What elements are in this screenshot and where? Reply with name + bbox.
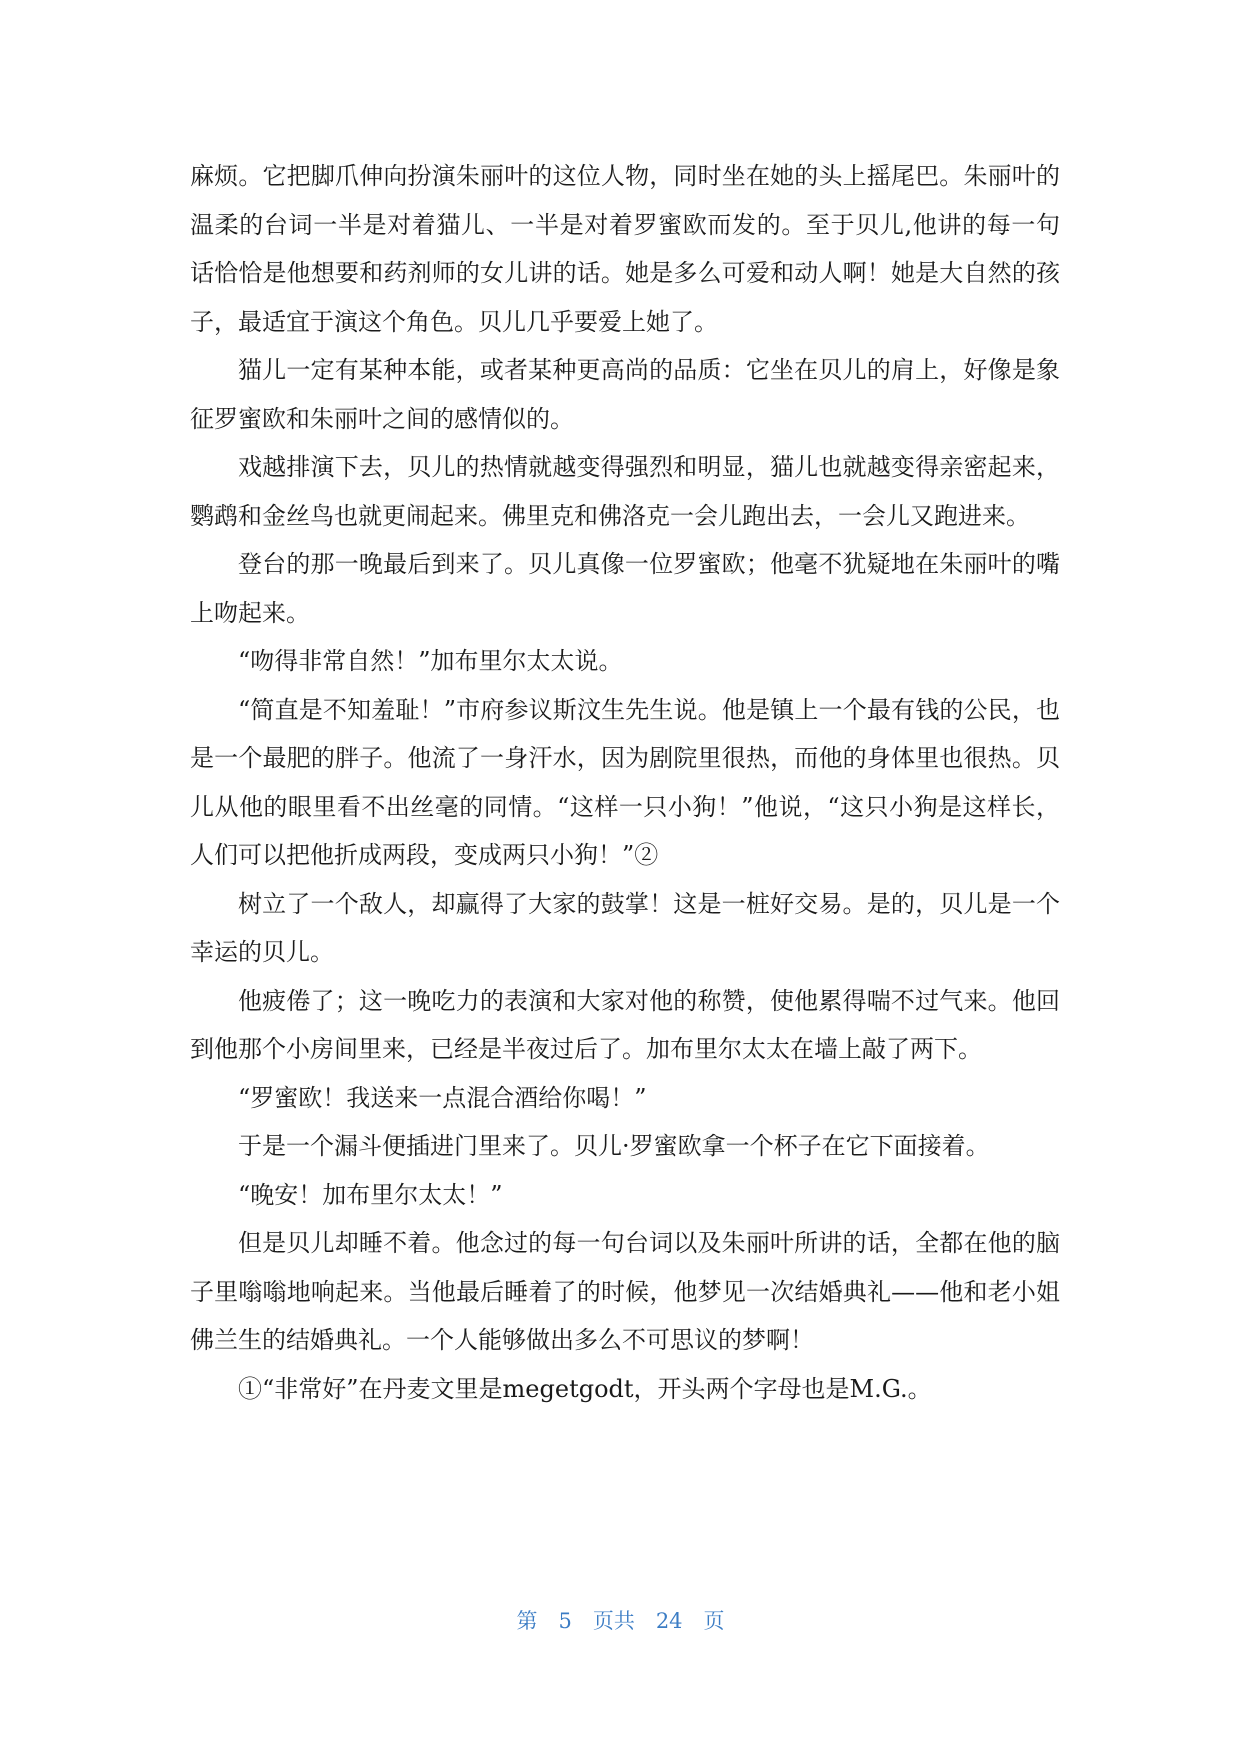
paragraph-1: 麻烦。它把脚爪伸向扮演朱丽叶的这位人物，同时坐在她的头上摇尾巴。朱丽叶的温柔的台词一半是对着猫儿、一半是对着罗蜜欧而发的。至于贝儿,他讲的每一句话恰恰是他想要和药剂师的女儿讲的话。她是多么可爱和动人啊！她是大自然的孩子，最适宜于演这个角色。贝儿几乎要爱上她了。 [190,162,1060,336]
paragraph-3: 戏越排演下去，贝儿的热情就越变得强烈和明显，猫儿也就越变得亲密起来，鹦鹉和金丝鸟也就更闹起来。佛里克和佛洛克一会儿跑出去，一会儿又跑进来。 [190,453,1060,530]
paragraph-10: 于是一个漏斗便插进门里来了。贝儿·罗蜜欧拿一个杯子在它下面接着。 [238,1132,990,1160]
page-number-footer: 第 5 页共 24 页 [516,1609,725,1633]
paragraph-12: 但是贝儿却睡不着。他念过的每一句台词以及朱丽叶所讲的话，全都在他的脑子里嗡嗡地响起来。当他最后睡着了的时候，他梦见一次结婚典礼——他和老小姐佛兰生的结婚典礼。一个人能够做出多么不可思议的梦啊！ [190,1229,1060,1354]
body-text [190,152,1060,1413]
paragraph-4: 登台的那一晚最后到来了。贝儿真像一位罗蜜欧；他毫不犹疑地在朱丽叶的嘴上吻起来。 [190,550,1060,627]
paragraph-6: “简直是不知羞耻！”市府参议斯汶生先生说。他是镇上一个最有钱的公民，也是一个最肥的胖子。他流了一身汗水，因为剧院里很热，而他的身体里也很热。贝儿从他的眼里看不出丝毫的同情。“这样一只小狗！”他说，“这只小狗是这样长，人们可以把他折成两段，变成两只小狗！”② [190,695,1060,869]
paragraph-5: “吻得非常自然！”加布里尔太太说。 [238,647,623,675]
paragraph-7: 树立了一个敌人，却赢得了大家的鼓掌！这是一桩好交易。是的，贝儿是一个幸运的贝儿。 [190,889,1060,966]
paragraph-8: 他疲倦了；这一晚吃力的表演和大家对他的称赞，使他累得喘不过气来。他回到他那个小房间里来，已经是半夜过后了。加布里尔太太在墙上敲了两下。 [190,986,1060,1063]
footnote: ①“非常好”在丹麦文里是megetgodt，开头两个字母也是M.G.。 [238,1374,932,1403]
paragraph-11: “晚安！加布里尔太太！” [238,1180,503,1209]
paragraph-2: 猫儿一定有某种本能，或者某种更高尚的品质：它坐在贝儿的肩上，好像是象征罗蜜欧和朱丽叶之间的感情似的。 [190,356,1060,433]
paragraph-9: “罗蜜欧！我送来一点混合酒给你喝！” [238,1083,647,1112]
